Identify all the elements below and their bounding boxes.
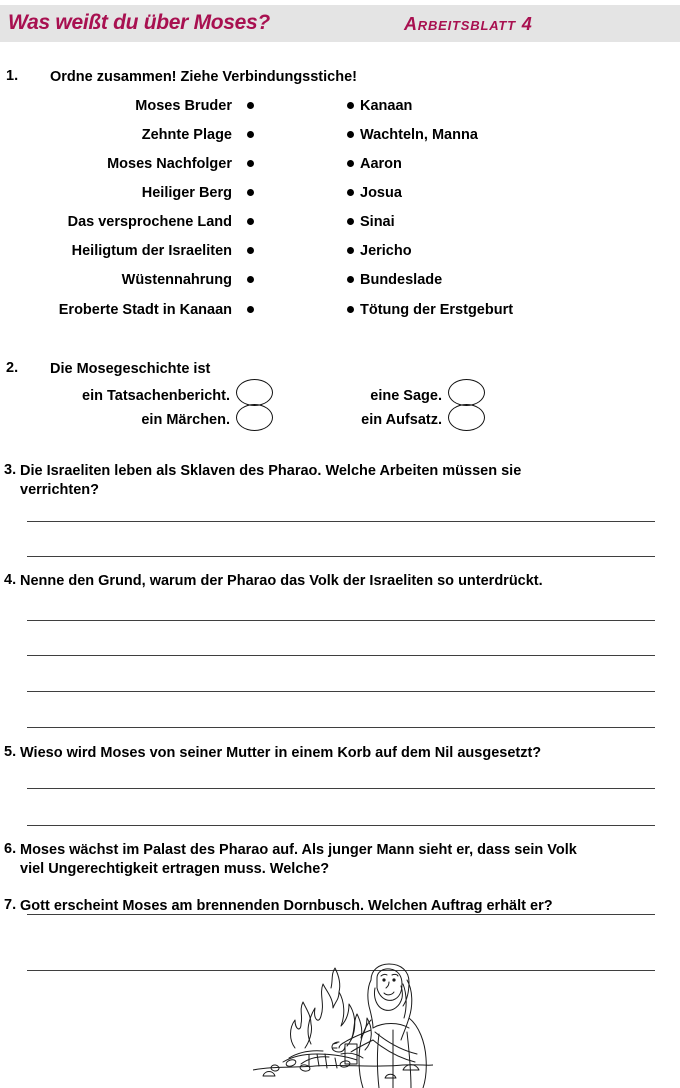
- answer-line[interactable]: [27, 727, 655, 728]
- exercise-6-text-line1: Moses wächst im Palast des Pharao auf. Als junger Mann sieht er, dass sein Volk: [20, 842, 577, 858]
- answer-line[interactable]: [27, 788, 655, 789]
- match-left-connector-dot[interactable]: [247, 276, 254, 283]
- match-right-item: Kanaan: [360, 98, 413, 114]
- match-left-item: Eroberte Stadt in Kanaan: [58, 302, 232, 318]
- match-right-item: Aaron: [360, 156, 402, 172]
- exercise-5-number: 5.: [4, 744, 17, 760]
- exercise-4-text-line1: Nenne den Grund, warum der Pharao das Volk der Israeliten so unterdrückt.: [20, 573, 543, 589]
- match-right-item: Tötung der Erstgeburt: [360, 302, 514, 318]
- exercise-1-instruction: Ordne zusammen! Ziehe Verbindungsstiche!: [50, 69, 357, 85]
- answer-line[interactable]: [27, 655, 655, 656]
- answer-line[interactable]: [27, 825, 655, 826]
- match-right-connector-dot[interactable]: [347, 160, 354, 167]
- exercise-2-instruction: Die Mosegeschichte ist: [50, 361, 211, 377]
- match-left-item: Moses Bruder: [135, 98, 232, 114]
- match-right-item: Wachteln, Manna: [360, 127, 478, 143]
- worksheet-label: Arbeitsblatt 4: [404, 14, 533, 34]
- exercise-3-text-line1: Die Israeliten leben als Sklaven des Pharao. Welche Arbeiten müssen sie: [20, 463, 522, 479]
- match-left-connector-dot[interactable]: [247, 131, 254, 138]
- match-left-item: Zehnte Plage: [141, 127, 232, 143]
- match-right-connector-dot[interactable]: [347, 189, 354, 196]
- match-left-connector-dot[interactable]: [247, 306, 254, 313]
- answer-line[interactable]: [27, 620, 655, 621]
- match-left-item: Heiliger Berg: [141, 185, 232, 201]
- option-label-maerchen: ein Märchen.: [141, 412, 230, 428]
- match-right-connector-dot[interactable]: [347, 218, 354, 225]
- answer-line[interactable]: [27, 691, 655, 692]
- exercise-6-text-line2: viel Ungerechtigkeit ertragen muss. Welche?: [20, 861, 330, 877]
- option-oval-aufsatz[interactable]: [448, 404, 485, 431]
- match-right-item: Sinai: [360, 214, 395, 230]
- exercise-4-number: 4.: [4, 572, 17, 588]
- match-right-connector-dot[interactable]: [347, 131, 354, 138]
- exercise-2-number: 2.: [6, 360, 19, 376]
- option-oval-sage[interactable]: [448, 379, 485, 406]
- exercise-6-number: 6.: [4, 841, 17, 857]
- option-label-sage: eine Sage.: [370, 388, 442, 404]
- answer-line[interactable]: [27, 556, 655, 557]
- exercise-7-number: 7.: [4, 897, 17, 913]
- exercise-5-text-line1: Wieso wird Moses von seiner Mutter in einem Korb auf dem Nil ausgesetzt?: [20, 745, 542, 761]
- match-left-connector-dot[interactable]: [247, 247, 254, 254]
- exercise-3-text-line2: verrichten?: [20, 482, 99, 498]
- match-left-connector-dot[interactable]: [247, 102, 254, 109]
- match-right-connector-dot[interactable]: [347, 276, 354, 283]
- match-left-connector-dot[interactable]: [247, 160, 254, 167]
- page-title: Was weißt du über Moses?: [8, 11, 270, 34]
- match-left-connector-dot[interactable]: [247, 189, 254, 196]
- match-left-item: Wüstennahrung: [121, 272, 232, 288]
- match-left-item: Das versprochene Land: [67, 214, 232, 230]
- exercise-7-text-line1: Gott erscheint Moses am brennenden Dornbusch. Welchen Auftrag erhält er?: [20, 898, 553, 914]
- match-right-item: Jericho: [360, 243, 412, 259]
- exercise-1-number: 1.: [6, 68, 19, 84]
- match-left-connector-dot[interactable]: [247, 218, 254, 225]
- exercise-3-number: 3.: [4, 462, 17, 478]
- option-label-aufsatz: ein Aufsatz.: [361, 412, 442, 428]
- answer-line[interactable]: [27, 521, 655, 522]
- match-right-item: Josua: [360, 185, 402, 201]
- option-label-tatsachenbericht: ein Tatsachenbericht.: [82, 388, 230, 404]
- match-right-item: Bundeslade: [360, 272, 443, 288]
- match-left-item: Moses Nachfolger: [107, 156, 232, 172]
- match-right-connector-dot[interactable]: [347, 306, 354, 313]
- match-left-item: Heiligtum der Israeliten: [71, 243, 232, 259]
- match-right-connector-dot[interactable]: [347, 247, 354, 254]
- match-right-connector-dot[interactable]: [347, 102, 354, 109]
- illustration-burning-bush: [253, 958, 433, 1088]
